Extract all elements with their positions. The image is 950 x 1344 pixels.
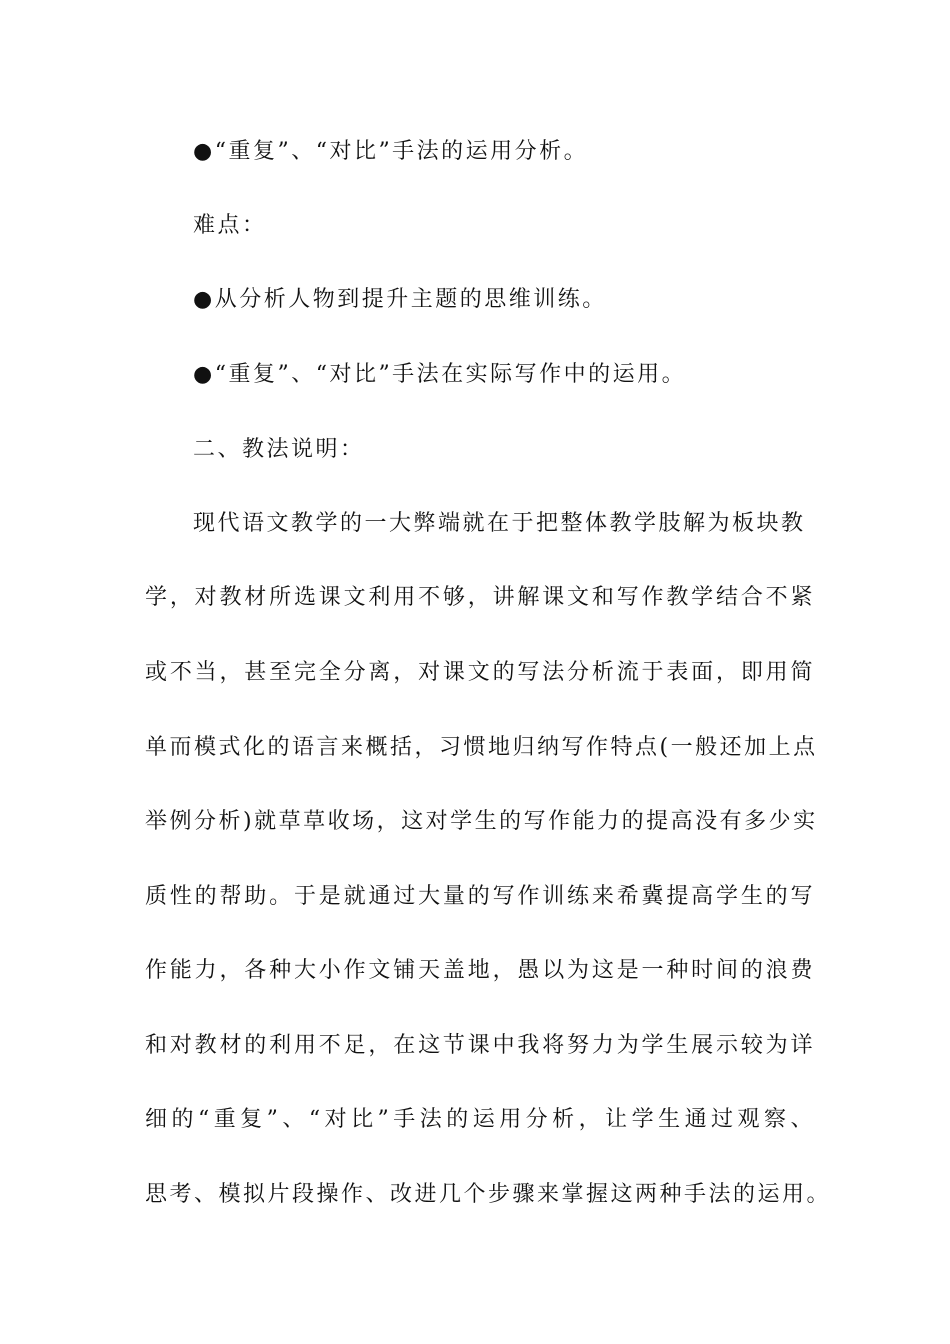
- focus-item-repetition-contrast: ●“重复”、“对比”手法的运用分析。: [193, 139, 589, 164]
- paragraph-line: 现代语文教学的一大弊端就在于把整体教学肢解为板块教: [193, 511, 806, 536]
- paragraph-line: 举例分析)就草草收场，这对学生的写作能力的提高没有多少实: [145, 809, 818, 834]
- paragraph-line: 细的“重复”、“对比”手法的运用分析，让学生通过观察、: [145, 1107, 815, 1132]
- paragraph-line: 质性的帮助。于是就通过大量的写作训练来希冀提高学生的写: [145, 884, 815, 909]
- paragraph-line: 或不当，甚至完全分离，对课文的写法分析流于表面，即用简: [145, 660, 815, 685]
- paragraph-line: 作能力，各种大小作文铺天盖地，愚以为这是一种时间的浪费: [145, 958, 815, 983]
- paragraph-line: 和对教材的利用不足，在这节课中我将努力为学生展示较为详: [145, 1033, 815, 1058]
- section-two-heading: 二、教法说明：: [193, 437, 365, 462]
- difficulty-item-writing-application: ●“重复”、“对比”手法在实际写作中的运用。: [193, 362, 687, 387]
- difficulty-item-thinking-training: ●从分析人物到提升主题的思维训练。: [193, 287, 607, 312]
- paragraph-line: 思考、模拟片段操作、改进几个步骤来掌握这两种手法的运用。: [145, 1182, 832, 1207]
- paragraph-line: 学，对教材所选课文利用不够，讲解课文和写作教学结合不紧: [145, 585, 815, 610]
- difficulty-heading: 难点：: [193, 213, 267, 238]
- paragraph-line: 单而模式化的语言来概括，习惯地归纳写作特点(一般还加上点: [145, 735, 818, 760]
